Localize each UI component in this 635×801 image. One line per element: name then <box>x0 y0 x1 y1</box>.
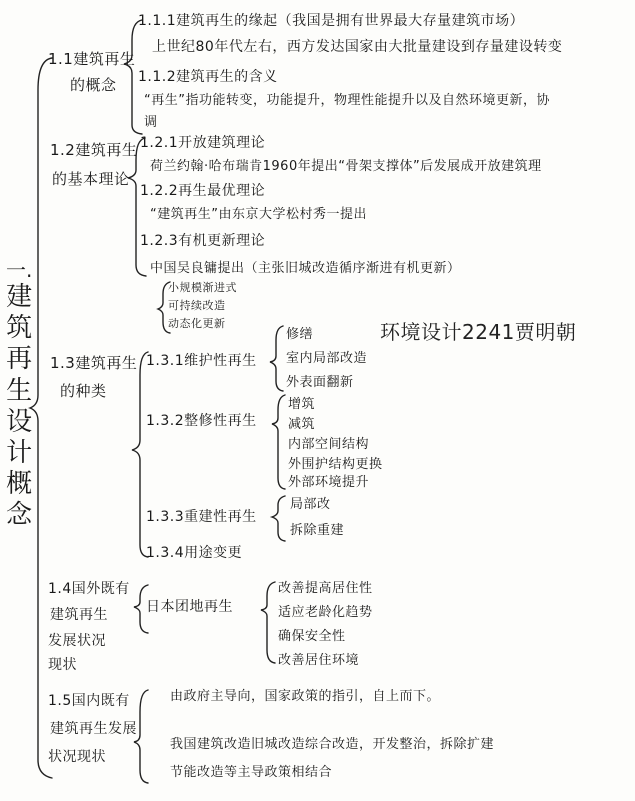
item-1-5-line3: 节能改造等主导政策相结合 <box>170 765 333 780</box>
item-1-2-3-body: 中国吴良镛提出（主张旧城改造循序渐进有机更新） <box>150 261 461 276</box>
section-1-4-title-line1: 1.4国外既有 <box>48 581 130 597</box>
root-char: 念 <box>6 500 33 531</box>
section-1-5-title-line1: 1.5国内既有 <box>48 693 130 709</box>
item-1-2-3-sub: 动态化更新 <box>168 317 226 330</box>
item-1-3-1-sub: 修缮 <box>286 327 314 342</box>
item-1-3-2-sub: 外围护结构更换 <box>288 457 383 472</box>
item-1-3-3-sub: 局部改 <box>290 497 331 512</box>
item-1-3-2-sub: 减筑 <box>288 417 316 432</box>
root-prefix: 一. <box>6 258 33 282</box>
item-1-1-2-title: 1.1.2建筑再生的含义 <box>138 69 278 85</box>
item-1-5-line2: 我国建筑改造旧城改造综合改造，开发整治，拆除扩建 <box>170 737 495 752</box>
author-watermark: 环境设计2241贾明朝 <box>380 320 577 344</box>
section-1-2-title-line2: 的基本理论 <box>52 170 130 188</box>
root-char: 计 <box>6 437 33 468</box>
section-1-4-title-line3: 发展状况 <box>48 633 106 649</box>
section-1-1-title-line2: 的概念 <box>70 76 117 94</box>
root-char: 筑 <box>6 313 33 344</box>
section-1-2-title-line1: 1.2建筑再生 <box>50 141 138 159</box>
item-1-2-3-sub: 小规模渐进式 <box>168 281 237 294</box>
item-1-5-line1: 由政府主导向，国家政策的指引，自上而下。 <box>170 689 441 704</box>
item-1-3-2-sub: 增筑 <box>288 397 316 412</box>
section-1-4-title-line2: 建筑再生 <box>50 607 108 623</box>
item-1-3-4-title: 1.3.4用途变更 <box>146 545 243 561</box>
root-char: 生 <box>6 375 33 406</box>
item-1-2-2-title: 1.2.2再生最优理论 <box>140 183 266 199</box>
item-1-4-sub: 确保安全性 <box>278 629 346 644</box>
item-1-2-2-body: “建筑再生”由东京大学松村秀一提出 <box>150 207 367 222</box>
item-1-1-1-body: 上世纪80年代左右，西方发达国家由大批量建设到存量建设转变 <box>152 39 563 55</box>
section-1-3-title-line1: 1.3建筑再生 <box>50 354 138 372</box>
item-1-1-2-body-line1: “再生”指功能转变，功能提升，物理性能提升以及自然环境更新，协 <box>144 93 550 108</box>
item-1-3-1-title: 1.3.1维护性再生 <box>146 353 257 369</box>
item-1-3-1-sub: 室内局部改造 <box>286 351 368 366</box>
root-title <box>6 258 32 532</box>
root-char: 再 <box>6 344 33 375</box>
item-1-3-2-sub: 外部环境提升 <box>288 475 370 490</box>
root-char: 概 <box>6 469 33 500</box>
root-char: 设 <box>6 406 33 437</box>
section-1-5-title-line3: 状况现状 <box>48 749 106 765</box>
item-1-4-subtitle: 日本团地再生 <box>146 599 233 615</box>
item-1-4-sub: 改善居住环境 <box>278 653 360 668</box>
item-1-3-1-sub: 外表面翻新 <box>286 375 354 390</box>
item-1-4-sub: 适应老龄化趋势 <box>278 605 373 620</box>
item-1-3-3-sub: 拆除重建 <box>290 523 345 538</box>
root-char: 建 <box>6 282 33 312</box>
item-1-1-1-title: 1.1.1建筑再生的缘起（我国是拥有世界最大存量建筑市场） <box>138 13 525 29</box>
item-1-3-3-title: 1.3.3重建性再生 <box>146 509 257 525</box>
section-1-1-title-line1: 1.1建筑再生 <box>48 50 136 68</box>
section-1-5-title-line2: 建筑再生发展 <box>50 721 137 737</box>
item-1-1-2-body-line2: 调 <box>144 115 158 130</box>
item-1-2-1-title: 1.2.1开放建筑理论 <box>140 135 266 151</box>
item-1-2-3-sub: 可持续改造 <box>168 299 226 312</box>
item-1-3-2-title: 1.3.2整修性再生 <box>146 413 257 429</box>
section-1-4-title-line4: 现状 <box>48 657 77 673</box>
item-1-3-2-sub: 内部空间结构 <box>288 437 370 452</box>
item-1-2-1-body: 荷兰约翰·哈布瑞肯1960年提出“骨架支撑体”后发展成开放建筑理 <box>150 159 542 174</box>
item-1-2-3-title: 1.2.3有机更新理论 <box>140 233 266 249</box>
item-1-4-sub: 改善提高居住性 <box>278 581 373 596</box>
section-1-3-title-line2: 的种类 <box>60 382 107 400</box>
